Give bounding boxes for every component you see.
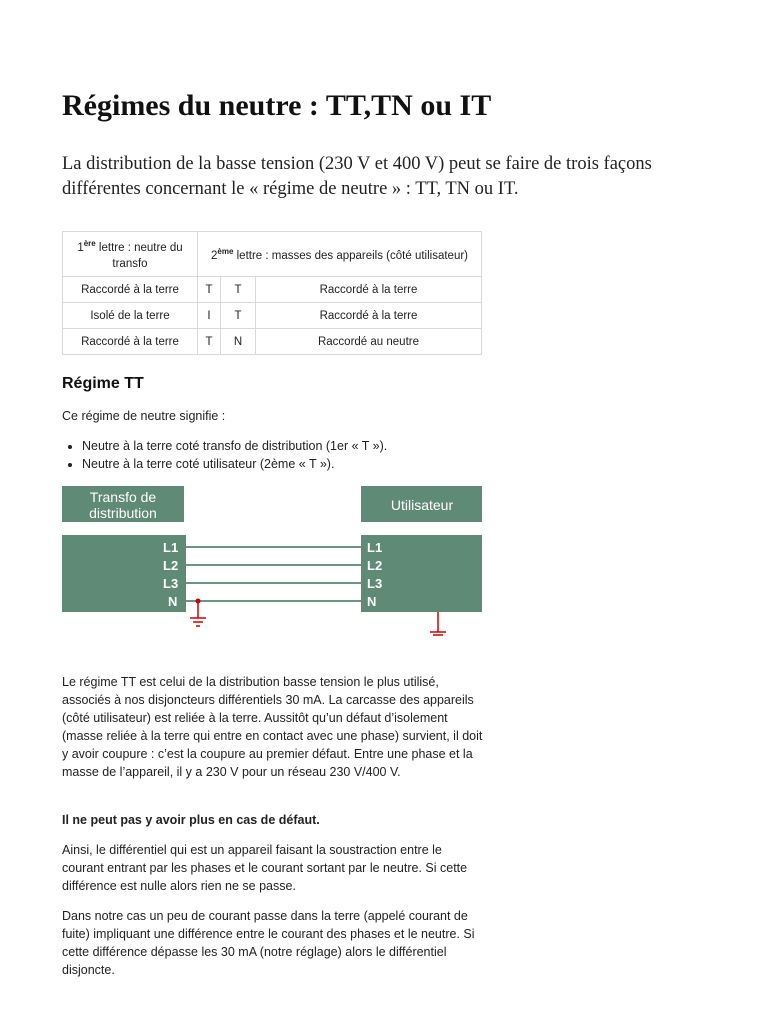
transfo-label-line1: Transfo de (89, 489, 157, 505)
table-cell: Raccordé au neutre (256, 329, 482, 355)
table-cell: T (198, 277, 221, 303)
transfo-label-line2: distribution (89, 505, 157, 521)
table-cell: Isolé de la terre (63, 303, 198, 329)
table-cell: N (221, 329, 256, 355)
left-terminal-l1: L1 (163, 540, 179, 555)
section-title-regime-tt: Régime TT (62, 375, 144, 392)
table-cell: T (221, 277, 256, 303)
intro-paragraph: La distribution de la basse tension (230 V et 400 V) peut se faire de trois façons différentes concernant le « régime de neutre » : TT, TN ou IT. (62, 154, 652, 199)
table-header-row (63, 232, 482, 277)
utilisateur-ground-icon (430, 612, 446, 635)
page-title: Régimes du neutre : TT,TN ou IT (62, 89, 492, 122)
paragraph-regime-tt: Le régime TT est celui de la distribution basse tension le plus utilisé, associés à nos disjoncteurs différentiels 30 mA. La carcasse des appareils (côté utilisateur) est reliée à la terre. Aussitôt qu’un défaut d’isolement (masse reliée à la terre qui entre en contact avec une phase) survient, il doit y avoir coupure : c’est la coupure au premier défaut. Entre une phase et la masse de l’appareil, il y a 230 V pour un réseau 230 V/400 V. (62, 675, 483, 779)
table-row (63, 303, 482, 329)
right-terminal-l1: L1 (367, 540, 383, 555)
regime-letters-table (62, 231, 482, 355)
paragraph-leakage-current: Dans notre cas un peu de courant passe dans la terre (appelé courant de fuite) impliquant une différence entre le courant des phases et le neutre. Si cette différence dépasse les 30 mA (notre réglage) alors le différentiel disjoncte. (62, 909, 475, 977)
right-terminal-l3: L3 (367, 576, 383, 591)
header-second-letter: 2ème lettre : masses des appareils (côté utilisateur) (198, 232, 482, 277)
utilisateur-label: Utilisateur (390, 497, 454, 513)
left-terminal-n: N (168, 594, 178, 609)
table-row (63, 329, 482, 355)
left-terminal-l2: L2 (163, 558, 179, 573)
tt-wiring-diagram (62, 486, 482, 636)
right-terminal-l2: L2 (367, 558, 383, 573)
paragraph-no-more-fault: Il ne peut pas y avoir plus en cas de défaut. (62, 813, 320, 827)
table-cell: Raccordé à la terre (63, 277, 198, 303)
table-cell: Raccordé à la terre (63, 329, 198, 355)
wires (186, 547, 361, 601)
table-cell: Raccordé à la terre (256, 277, 482, 303)
right-terminal-n: N (367, 594, 377, 609)
transfo-ground-icon (190, 599, 206, 627)
table-cell: Raccordé à la terre (256, 303, 482, 329)
table-cell: T (198, 329, 221, 355)
left-terminal-l3: L3 (163, 576, 179, 591)
section-lead: Ce régime de neutre signifie : (62, 409, 226, 423)
table-cell: T (221, 303, 256, 329)
header-first-letter: 1ère lettre : neutre du transfo (63, 232, 198, 277)
list-item: • Neutre à la terre coté utilisateur (2ème « T »). (82, 455, 502, 473)
paragraph-differential: Ainsi, le différentiel qui est un appareil faisant la soustraction entre le courant entrant par les phases et le courant sortant par le neutre. Si cette différence est nulle alors rien ne se passe. (62, 843, 468, 893)
table-row (63, 277, 482, 303)
list-item: • Neutre à la terre coté transfo de distribution (1er « T »). (82, 437, 502, 455)
table-cell: I (198, 303, 221, 329)
meaning-list (62, 437, 502, 473)
